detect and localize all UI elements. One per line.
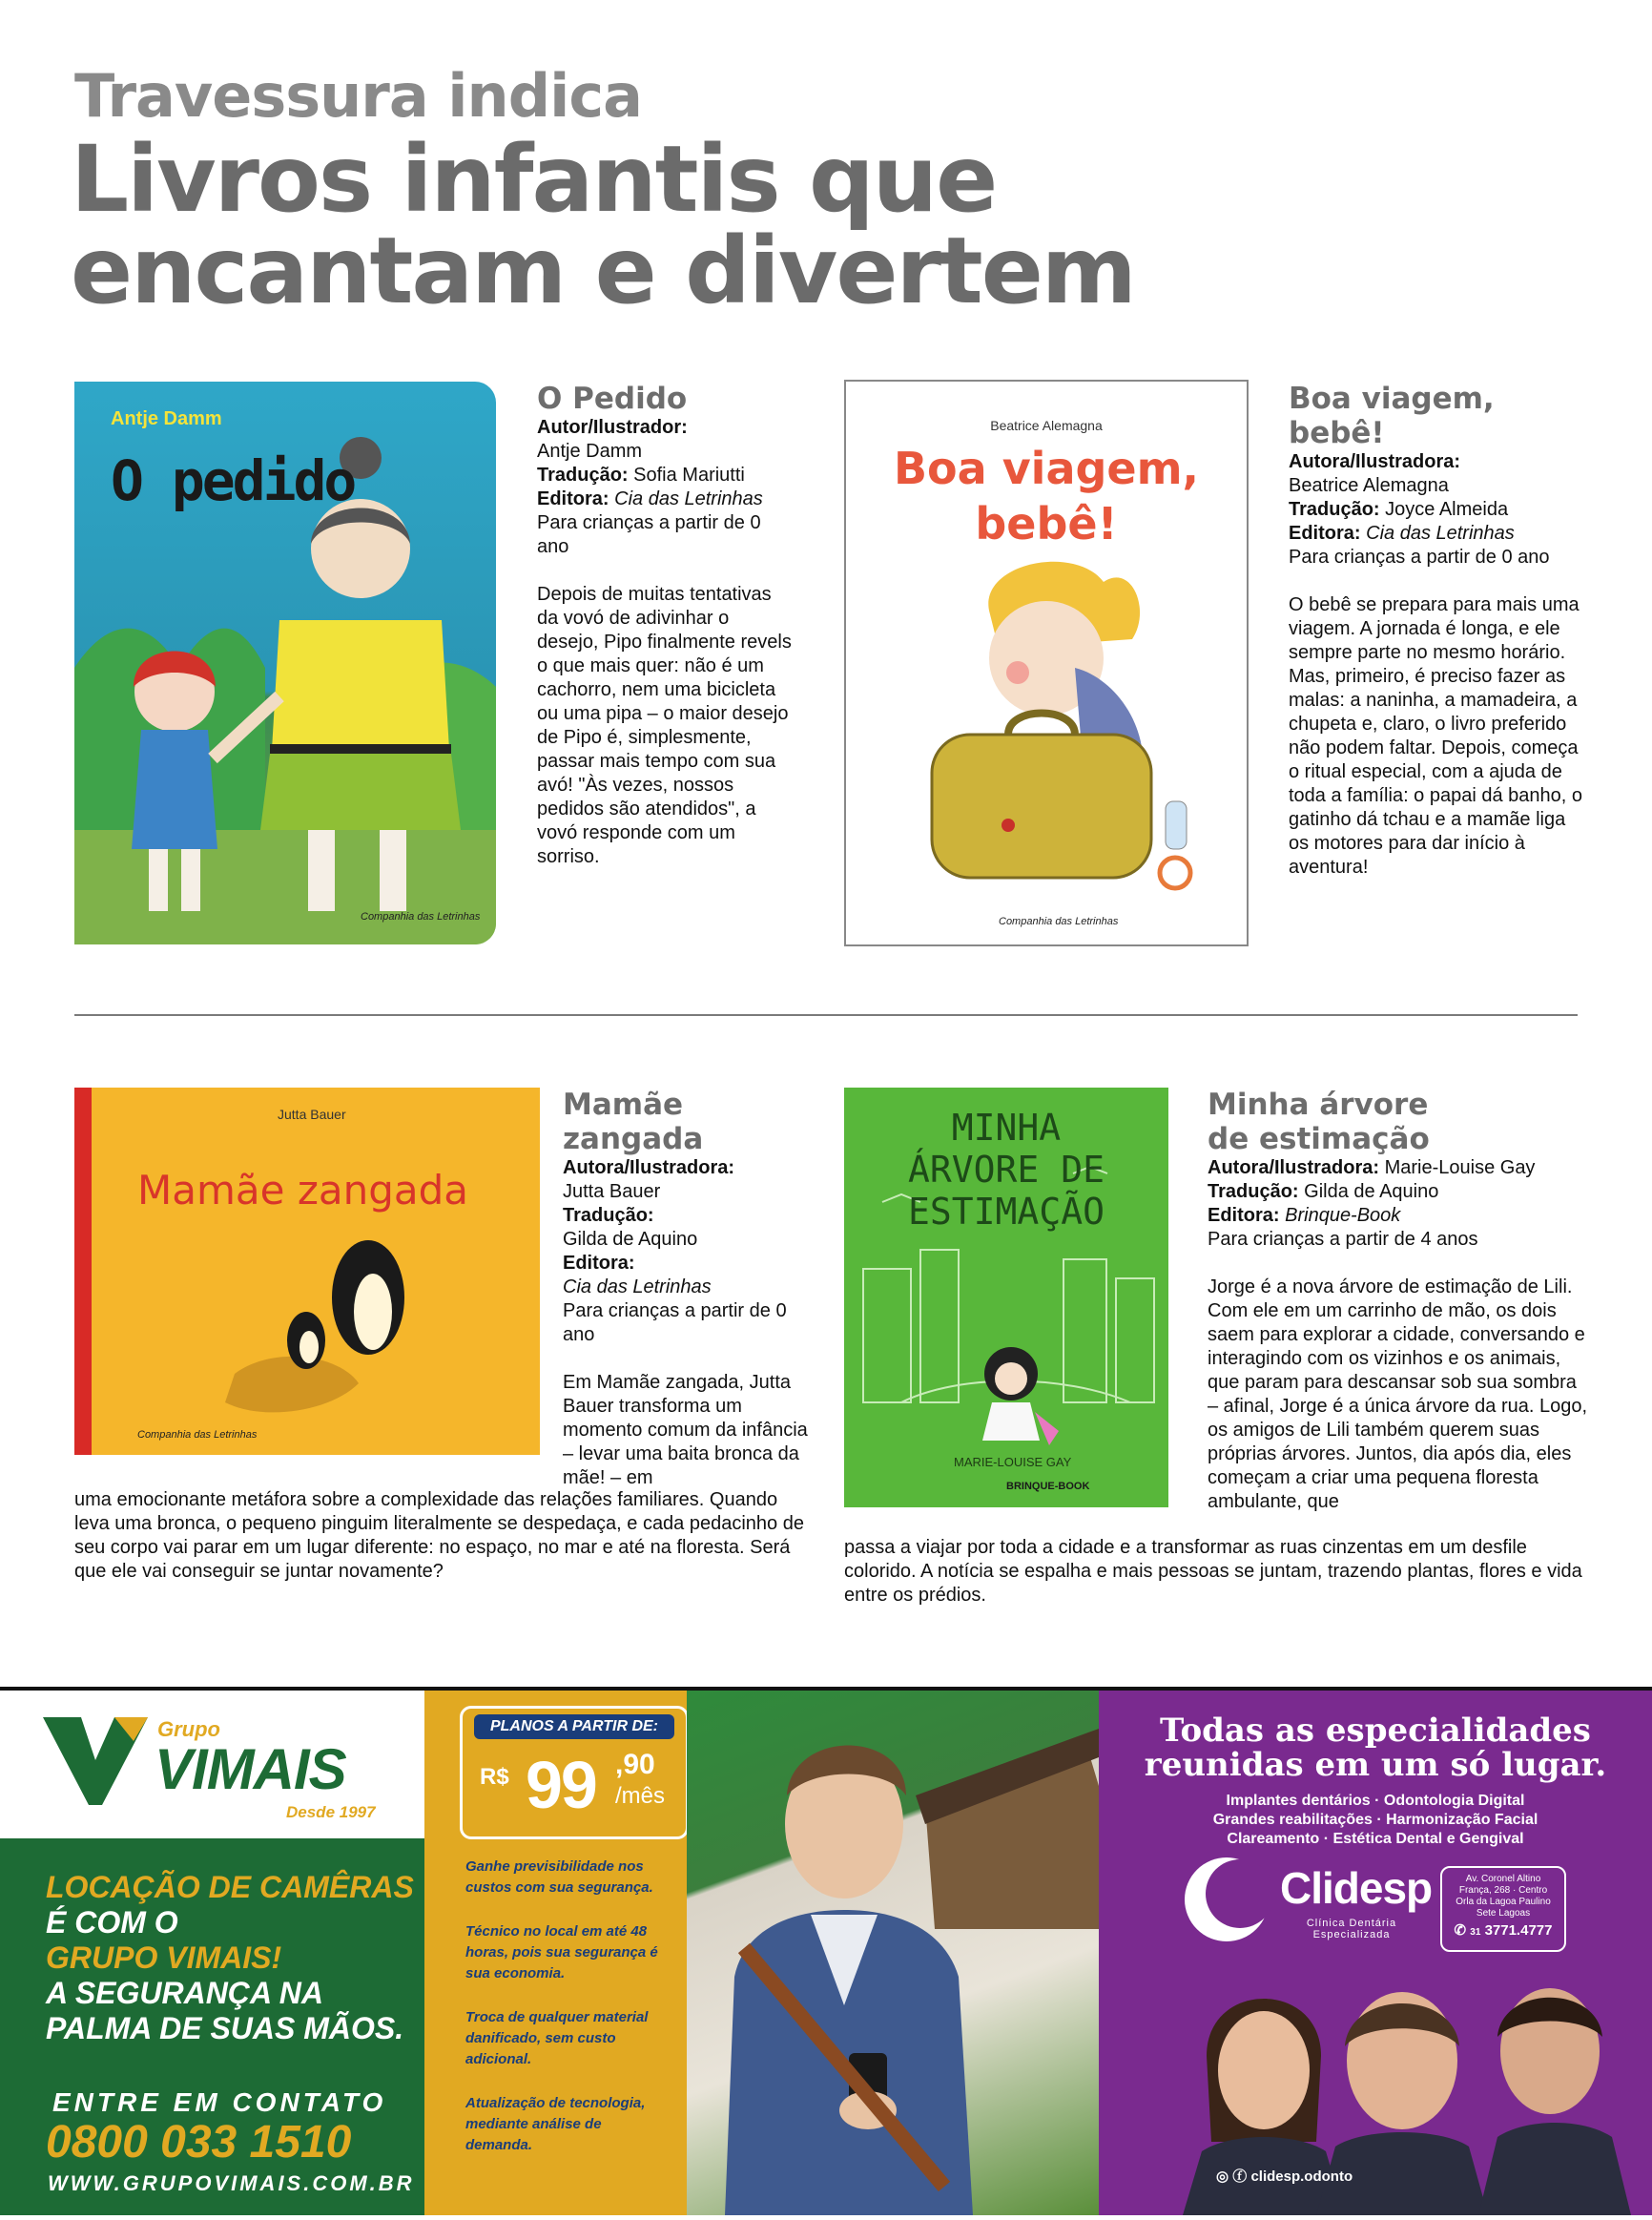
- clidesp-brand: Clidesp: [1280, 1863, 1433, 1913]
- publisher-label: Editora:: [1208, 1205, 1280, 1226]
- book-description-wide: uma emocionante metáfora sobre a complexidade das relações familiares. Quando leva uma bronca, o pequeno pinguim literalmente se despedaça, e cada pedacinho de seu corpo vai parar em um lugar diferente: no espaço, no mar e até na floresta. Será que ele vai conseguir se juntar novamente?: [74, 1489, 804, 1582]
- clidesp-social-row[interactable]: [1216, 2166, 1353, 2186]
- cover-publisher: Companhia das Letrinhas: [137, 1429, 258, 1441]
- clidesp-address-line-4: Sete Lagoas: [1476, 1908, 1531, 1919]
- book-description: O bebê se prepara para mais uma viagem. A jornada é longa, e ele sempre parte no mesmo horário. Mas, primeiro, é preciso fazer as malas: a naninha, a mamadeira, a chupeta e, claro, o livro preferido não podem faltar. Depois, começa o ritual especial, com a ajuda de toda a família: o papai dá banho, o gatinho dá tchau e a mamãe liga os motores para dar início à aventura!: [1289, 594, 1583, 878]
- vimais-headline-line-2: É COM O: [46, 1905, 178, 1940]
- vimais-headline-line-4: A SEGURANÇA NA: [46, 1976, 323, 2010]
- translation-label: Tradução:: [1289, 499, 1380, 520]
- cover-publisher: BRINQUE-BOOK: [1006, 1481, 1090, 1492]
- plans-benefit: Atualização de tecnologia, mediante análise de demanda.: [465, 2095, 646, 2153]
- cover-title: [844, 1107, 1168, 1233]
- facebook-icon: ⓕ: [1232, 2168, 1248, 2185]
- credit-value: Jutta Bauer: [563, 1181, 661, 1202]
- vimais-headline: [46, 1870, 418, 2046]
- plans-per-month: /mês: [615, 1783, 666, 1809]
- cover-illustration: [846, 544, 1247, 906]
- vimais-since: Desde 1997: [286, 1803, 376, 1821]
- book-cover-minha-arvore: [844, 1088, 1168, 1507]
- clidesp-social-handle: clidesp.odonto: [1250, 2168, 1353, 2185]
- section-kicker: Travessura indica: [74, 61, 642, 131]
- clidesp-address-line-2: França, 268 · Centro: [1458, 1885, 1548, 1896]
- cover-publisher: Companhia das Letrinhas: [999, 916, 1119, 927]
- publisher-value: Cia das Letrinhas: [563, 1276, 712, 1297]
- credit-value: Marie-Louise Gay: [1384, 1157, 1536, 1178]
- plans-price-box: [460, 1706, 689, 1839]
- book-entry-boa-viagem: [1289, 382, 1584, 880]
- plans-price-dec: ,90: [615, 1749, 655, 1780]
- plans-label: PLANOS A PARTIR DE:: [474, 1714, 674, 1739]
- whatsapp-icon: ✆: [1454, 1922, 1467, 1939]
- cover-publisher: Companhia das Letrinhas: [361, 911, 481, 923]
- clidesp-headline: [1099, 1713, 1652, 1782]
- translation-value: Joyce Almeida: [1385, 499, 1509, 520]
- credit-value: Beatrice Alemagna: [1289, 475, 1449, 496]
- plans-benefit: Troca de qualquer material danificado, sem custo adicional.: [465, 2009, 649, 2067]
- cover-author: Antje Damm: [111, 408, 222, 429]
- vimais-logo-area: [0, 1691, 424, 1838]
- publisher-label: Editora:: [537, 488, 609, 509]
- book-entry-o-pedido: [537, 382, 795, 869]
- publisher-label: Editora:: [1289, 523, 1361, 544]
- age-range: Para crianças a partir de 0 ano: [537, 512, 761, 557]
- translation-label: Tradução:: [537, 465, 629, 486]
- vimais-headline-line-3: GRUPO VIMAIS!: [46, 1940, 282, 1975]
- cover-title: Boa viagem, bebê!: [893, 443, 1200, 550]
- ad-photo-man-with-phone: [687, 1691, 1099, 2215]
- credit-label: Autora/Ilustradora:: [1208, 1157, 1380, 1178]
- clidesp-address-box: [1440, 1866, 1566, 1952]
- clidesp-phone-row[interactable]: [1442, 1922, 1564, 1939]
- clidesp-phone: 3771.4777: [1484, 1922, 1553, 1939]
- book-title-line-2: zangada: [563, 1122, 704, 1156]
- translation-value: Gilda de Aquino: [1304, 1181, 1439, 1202]
- book-title: [1289, 382, 1584, 450]
- translation-value: Sofia Mariutti: [633, 465, 745, 486]
- publisher-value: Cia das Letrinhas: [614, 488, 763, 509]
- clidesp-address-line-3: Orla da Lagoa Paulino: [1456, 1897, 1551, 1907]
- clidesp-tagline-line-2: Especializada: [1312, 1929, 1391, 1940]
- clidesp-headline-line-1: Todas as especialidades: [1160, 1712, 1591, 1750]
- clidesp-services: [1099, 1792, 1652, 1849]
- book-title-line-2: de estimação: [1208, 1122, 1430, 1156]
- book-title-line-1: Mamãe: [563, 1088, 684, 1122]
- age-range: Para crianças a partir de 4 anos: [1208, 1229, 1478, 1250]
- book-title: [563, 1088, 816, 1156]
- vimais-brand: VIMAIS: [155, 1737, 346, 1801]
- age-range: Para crianças a partir de 0 ano: [563, 1300, 787, 1345]
- book-entry-minha-arvore: [1208, 1088, 1589, 1514]
- instagram-icon: ◎: [1216, 2168, 1229, 2185]
- cover-author: Jutta Bauer: [278, 1107, 346, 1122]
- credit-label: Autor/Ilustrador:: [537, 417, 688, 438]
- clidesp-tagline: [1280, 1918, 1423, 1940]
- plans-benefit: Ganhe previsibilidade nos custos com sua segurança.: [465, 1858, 653, 1896]
- book-cover-o-pedido: [74, 382, 496, 944]
- cover-title-line-3: ESTIMAÇÃO: [908, 1191, 1105, 1233]
- credit-label: Autora/Ilustradora:: [1289, 451, 1461, 472]
- cover-title: O pedido: [111, 448, 355, 513]
- plans-benefit-list: [465, 1857, 671, 2156]
- clidesp-services-line-3: Clareamento · Estética Dental e Gengival: [1227, 1831, 1524, 1847]
- translation-label: Tradução:: [1208, 1181, 1299, 1202]
- book-description-narrow: Em Mamãe zangada, Jutta Bauer transforma um momento comum da infância – levar uma baita bronca da mãe! – em: [563, 1372, 808, 1488]
- book-title-line-2: bebê!: [1289, 416, 1385, 450]
- clidesp-services-line-2: Grandes reabilitações · Harmonização Facial: [1212, 1812, 1538, 1828]
- publisher-label: Editora:: [563, 1253, 635, 1274]
- vimais-headline-line-1: LOCAÇÃO DE CAMÊRAS: [46, 1870, 414, 1904]
- vimais-phone[interactable]: 0800 033 1510: [46, 2117, 352, 2168]
- plans-benefit: Técnico no local em até 48 horas, pois sua segurança é sua economia.: [465, 1923, 658, 1981]
- book-title: [1208, 1088, 1589, 1156]
- vimais-v-logo-icon: [43, 1717, 148, 1805]
- book-cover-mamae-zangada: [74, 1088, 540, 1455]
- vimais-website[interactable]: WWW.GRUPOVIMAIS.COM.BR: [48, 2171, 415, 2195]
- plans-price-int: 99: [526, 1748, 596, 1822]
- cover-title-line-1: MINHA: [951, 1107, 1062, 1149]
- book-description-wide: passa a viajar por toda a cidade e a transformar as ruas cinzentas em um desfile colorido. A notícia se espalha e mais pessoas se juntam, trazendo plantas, flores e vida entre os prédios.: [844, 1537, 1582, 1606]
- credit-value: Antje Damm: [537, 441, 643, 462]
- section-divider: [74, 1014, 1578, 1016]
- book-entry-mamae-zangada: [563, 1088, 816, 1490]
- vimais-contact-label: ENTRE EM CONTATO: [52, 2087, 387, 2117]
- cover-author: MARIE-LOUISE GAY: [954, 1455, 1072, 1469]
- clidesp-logo-icon: [1183, 1856, 1270, 1943]
- book-cover-boa-viagem: [844, 380, 1249, 946]
- man-with-phone-illustration: [687, 1691, 1099, 2215]
- plans-currency: R$: [480, 1764, 509, 1790]
- credit-label: Autora/Ilustradora:: [563, 1157, 735, 1178]
- publisher-value: Cia das Letrinhas: [1366, 523, 1515, 544]
- cover-title-line-2: ÁRVORE DE: [908, 1149, 1105, 1191]
- headline-line-1: Livros infantis que: [71, 126, 997, 233]
- clidesp-tagline-line-1: Clínica Dentária: [1306, 1918, 1397, 1929]
- translation-label: Tradução:: [563, 1205, 654, 1226]
- book-description-narrow: Jorge é a nova árvore de estimação de Lili. Com ele em um carrinho de mão, os dois saem para explorar a cidade, conversando e interagindo com os vizinhos e os animais, que param para descansar sob sua sombra – afinal, Jorge é a única árvore da rua. Logo, os amigos de Lili também querem suas próprias árvores. Juntos, dia após dia, eles começam a criar uma pequena floresta ambulante, que: [1208, 1276, 1588, 1512]
- vimais-brand-small: Grupo: [157, 1717, 220, 1741]
- cover-author: Beatrice Alemagna: [990, 418, 1103, 433]
- book-title-line-1: Boa viagem,: [1289, 382, 1495, 416]
- page-headline: [71, 126, 1135, 324]
- book-title: O Pedido: [537, 382, 688, 416]
- clidesp-phone-prefix: 31: [1470, 1927, 1481, 1938]
- cover-illustration: [92, 1231, 523, 1455]
- clidesp-address-line-1: Av. Coronel Altino: [1465, 1874, 1541, 1884]
- book-title-line-1: Minha árvore: [1208, 1088, 1429, 1122]
- clidesp-headline-line-2: reunidas em um só lugar.: [1144, 1746, 1607, 1784]
- translation-value: Gilda de Aquino: [563, 1229, 698, 1250]
- age-range: Para crianças a partir de 0 ano: [1289, 547, 1550, 568]
- cover-title: Mamãe zangada: [137, 1167, 469, 1214]
- book-description: Depois de muitas tentativas da vovó de adivinhar o desejo, Pipo finalmente revels o que mais quer: não é um cachorro, nem uma bicicleta ou uma pipa – o maior desejo de Pipo é, simplesmente, passar mais tempo com sua avó! "Às vezes, nossos pedidos são atendidos", a vovó responde com um sorriso.: [537, 584, 792, 867]
- publisher-value: Brinque-Book: [1285, 1205, 1401, 1226]
- clidesp-services-line-1: Implantes dentários · Odontologia Digital: [1226, 1793, 1525, 1809]
- vimais-headline-line-5: PALMA DE SUAS MÃOS.: [46, 2011, 404, 2045]
- headline-line-2: encantam e divertem: [71, 218, 1135, 324]
